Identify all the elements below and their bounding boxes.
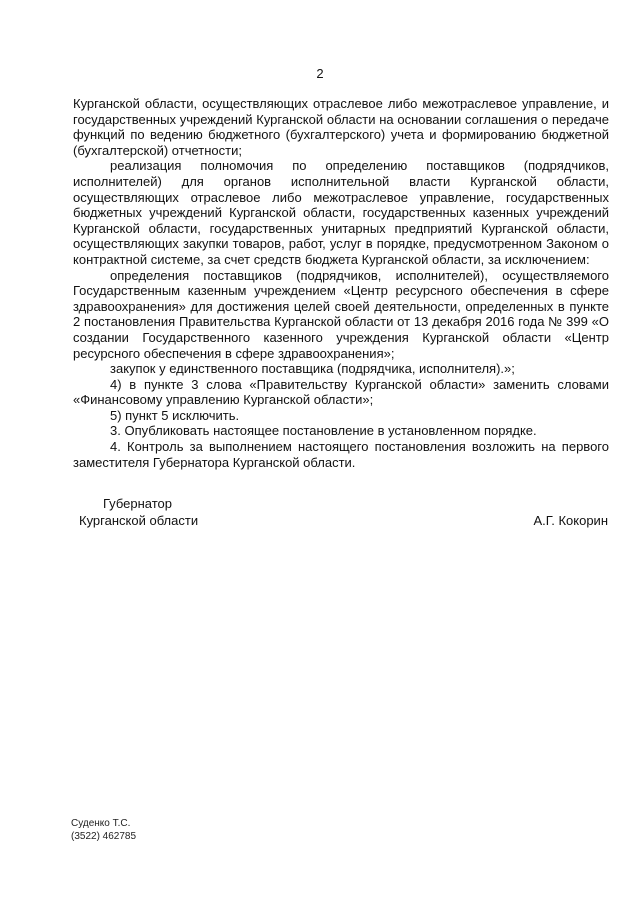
paragraph-exception-single-supplier: закупок у единственного поставщика (подрядчика, исполнителя).»; [110, 361, 515, 377]
paragraph-control: 4. Контроль за выполнением настоящего постановления возложить на первого заместителя Губернатора Курганской области. [73, 439, 609, 470]
paragraph-item-5: 5) пункт 5 исключить. [110, 407, 240, 423]
signatory-name: А.Г. Кокорин [533, 513, 608, 528]
paragraph-procurement-powers: реализация полномочия по определению поставщиков (подрядчиков, исполнителей) для органов исполнительной власти Курганской области, осуществляющих отраслевое либо межотраслевое управление, государственных бюджетных учреждений Курганской области, государственных казенных учреждений Курганской области, государственных унитарных предприятий Курганской области, осуществляющих закупки товаров, работ, услуг в порядке, предусмотренном Законом о контрактной системе, за счет средств бюджета Курганской области, за исключением: [73, 158, 609, 267]
executor-name: Суденко Т.С. [71, 818, 131, 829]
document-body [73, 96, 609, 470]
executor-footer [71, 818, 136, 843]
page-number: 2 [316, 66, 324, 81]
paragraph-publish: 3. Опубликовать настоящее постановление в установленном порядке. [110, 423, 537, 439]
signatory-title [79, 495, 198, 529]
signatory-region: Курганской области [79, 513, 199, 528]
signatory-position: Губернатор [103, 496, 172, 511]
paragraph-item-4: 4) в пункте 3 слова «Правительству Курганской области» заменить словами «Финансовому управлению Курганской области»; [73, 376, 609, 408]
executor-phone: (3522) 462785 [71, 830, 137, 842]
paragraph-exception-healthcare: определения поставщиков (подрядчиков, исполнителей), осуществляемого Государственным казенным учреждением «Центр ресурсного обеспечения в сфере здравоохранения» для достижения целей своей деятельности, определенных в пункте 2 постановления Правительства Курганской области от 13 декабря 2016 года № 399 «О создании Государственного казенного учреждения Курганской области «Центр ресурсного обеспечения в сфере здравоохранения»; [73, 267, 609, 361]
paragraph-continuation: Курганской области, осуществляющих отраслевое либо межотраслевое управление, и государственных учреждений Курганской области на основании соглашения о передаче функций по ведению бюджетного (бухгалтерского) учета и формированию бюджетной (бухгалтерской) отчетности; [73, 96, 609, 158]
